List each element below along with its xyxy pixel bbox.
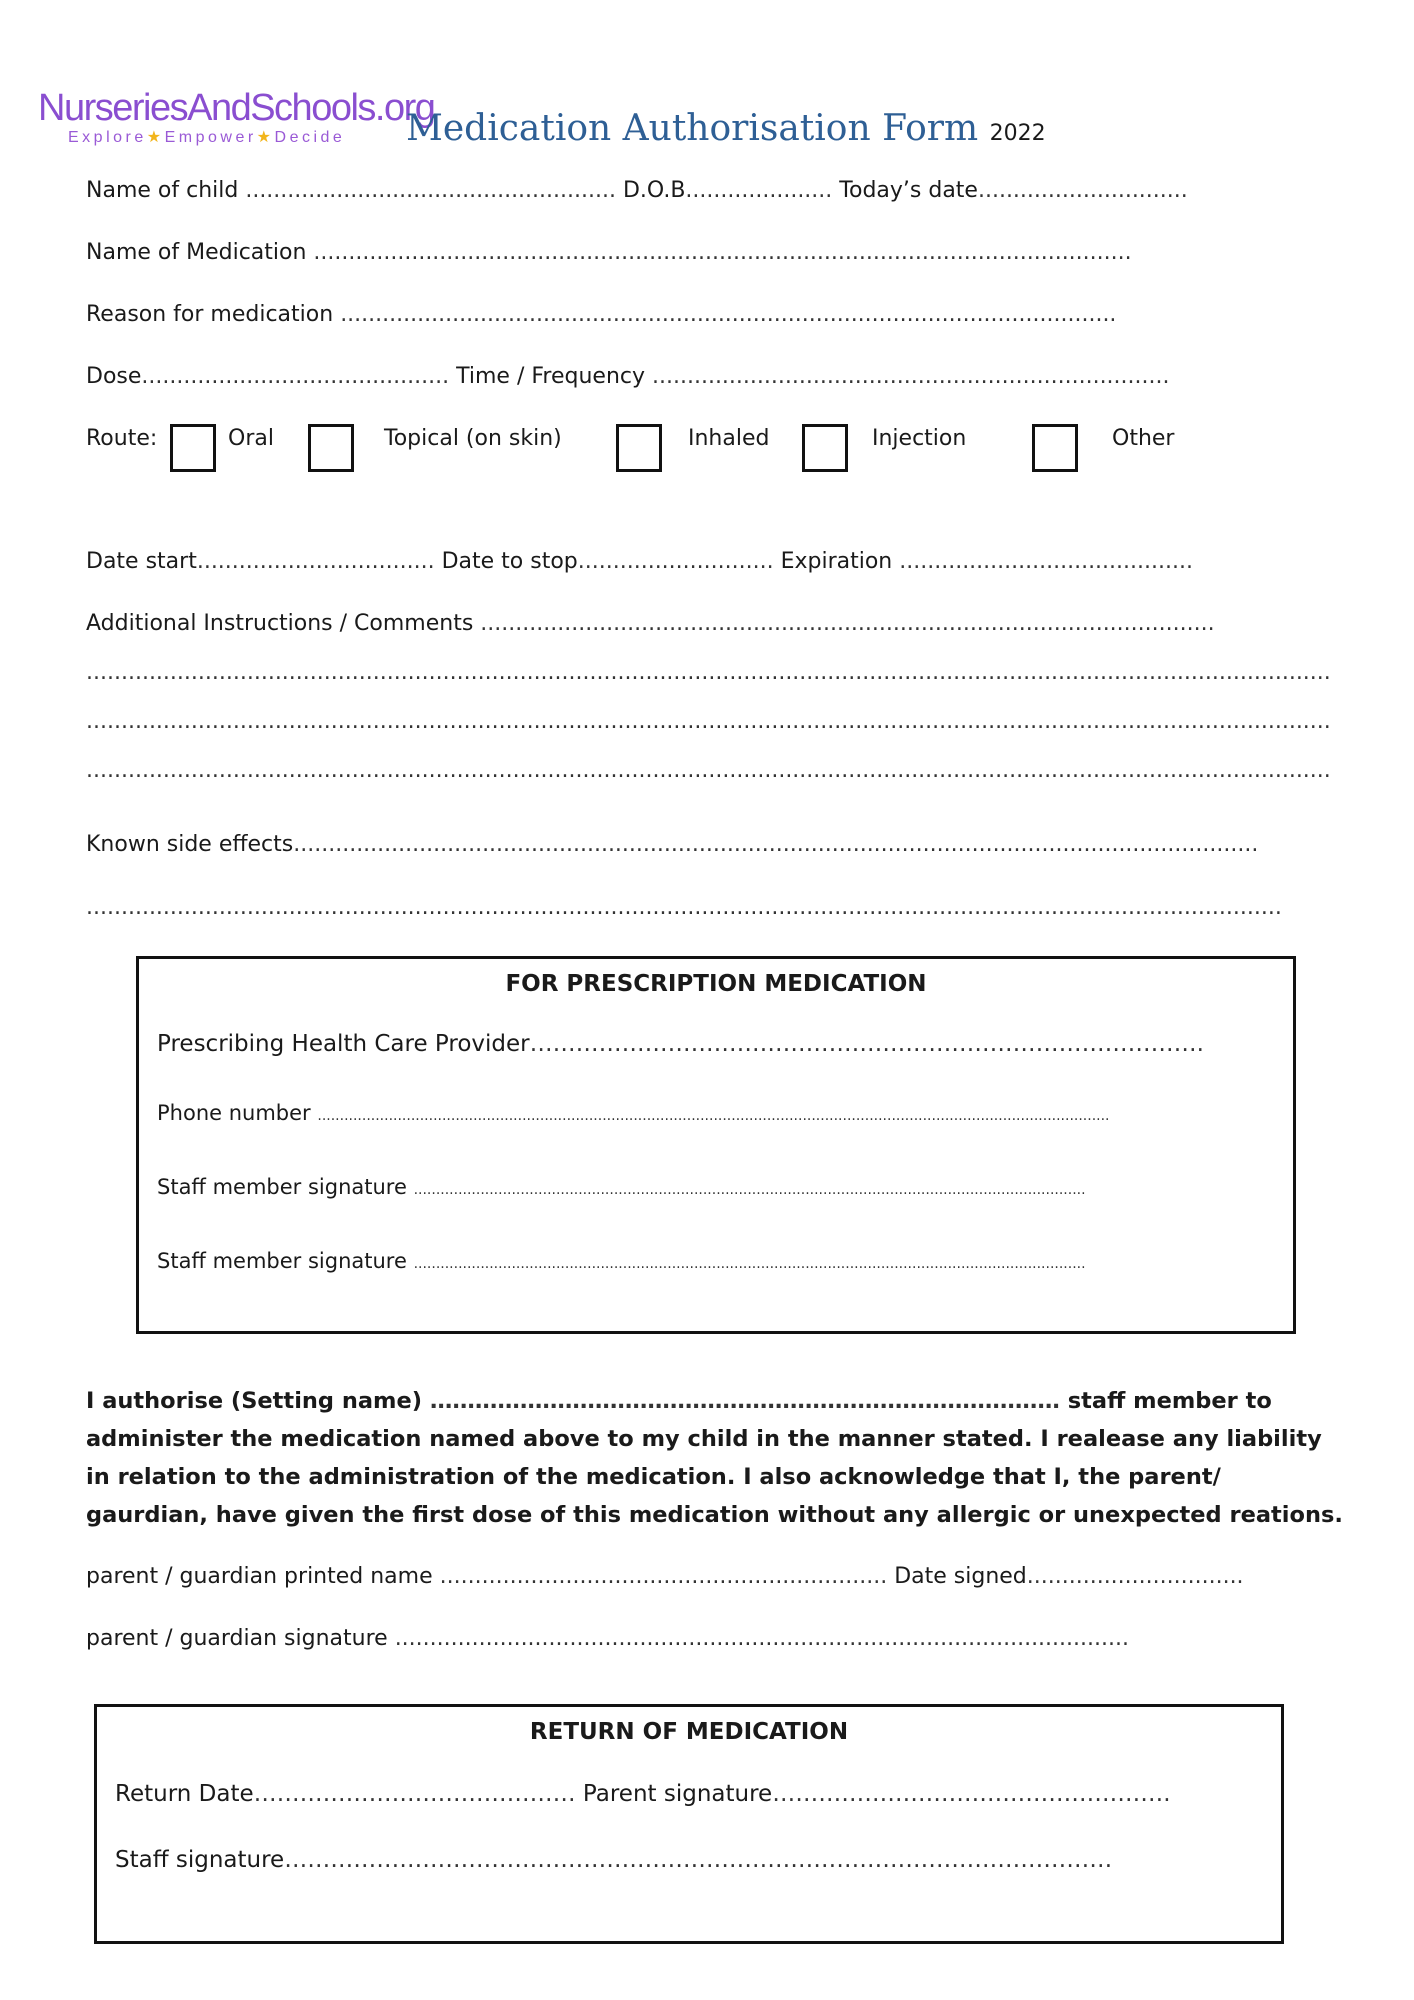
side-effects-line-2[interactable]: ........................................................................................................................................................................... — [86, 895, 1282, 920]
date-signed-field[interactable]: ............................... — [1026, 1564, 1244, 1589]
reason-field[interactable]: ............................................................................................................... — [340, 302, 1117, 327]
logo-text: NurseriesAndSchools.org — [38, 87, 435, 129]
staff-sig-2-field[interactable]: ....................................................................................................................................................... — [413, 1256, 1086, 1272]
row-additional — [86, 609, 1215, 639]
row-parent-name — [86, 1562, 1244, 1592]
form-title-text: Medication Authorisation Form — [406, 108, 979, 149]
date-to-stop-field[interactable]: ............................ — [577, 549, 781, 574]
authorise-prefix: I authorise (Setting name) — [86, 1388, 423, 1414]
row-return-date — [115, 1781, 1171, 1807]
dob-field[interactable]: ..................... — [685, 178, 840, 203]
return-parent-signature-field[interactable]: ……………………………………………. — [772, 1781, 1171, 1807]
name-of-medication-field[interactable]: ..................................................................................................................... — [313, 240, 1132, 265]
row-reason — [86, 300, 1116, 330]
prescription-box-title: FOR PRESCRIPTION MEDICATION — [505, 971, 927, 997]
staff-sig-1-field[interactable]: ....................................................................................................................................................... — [413, 1182, 1086, 1198]
dose-label: Dose — [86, 364, 142, 389]
expiration-label: Expiration — [780, 549, 893, 574]
parent-printed-name-label: parent / guardian printed name — [86, 1564, 433, 1589]
time-frequency-field[interactable]: .......................................................................... — [652, 364, 1170, 389]
prescription-box — [136, 956, 1296, 1334]
provider-label: Prescribing Health Care Provider — [157, 1031, 530, 1057]
return-staff-signature-field[interactable]: ……………………………………………………………………………………………… — [284, 1847, 1113, 1873]
date-signed-label: Date signed — [894, 1564, 1027, 1589]
logo-tagline — [68, 128, 388, 148]
row-parent-signature — [86, 1624, 1129, 1654]
additional-instructions-label: Additional Instructions / Comments — [86, 611, 474, 636]
expiration-field[interactable]: .......................................... — [899, 549, 1193, 574]
todays-date-field[interactable]: .............................. — [977, 178, 1188, 203]
return-box — [94, 1704, 1284, 1944]
additional-instructions-field[interactable]: ......................................................................................................... — [480, 611, 1215, 636]
authorise-text: staff member to administer the medication named above to my child in the manner stated. I realease any liability in relation to the administration of the medication. I also acknowledge that I, the parent/ gaurdian, have given the first dose of this medication without any allergic or unexpected reations. — [86, 1388, 1343, 1528]
side-effects-field[interactable]: .......................................................................................................................................... — [293, 832, 1259, 857]
row-staff-sig-2 — [157, 1249, 1086, 1273]
checkbox-inhaled[interactable] — [616, 424, 662, 472]
date-start-label: Date start — [86, 549, 197, 574]
row-dose — [86, 362, 1170, 392]
name-of-child-field[interactable]: ..................................................... — [245, 178, 623, 203]
parent-printed-name-field[interactable]: ................................................................ — [439, 1564, 895, 1589]
authorisation-paragraph — [86, 1382, 1346, 1534]
name-of-child-label: Name of child — [86, 178, 239, 203]
side-effects-label: Known side effects — [86, 832, 294, 857]
logo-tagline-explore: Explore — [68, 129, 147, 146]
star-icon: ★ — [256, 129, 275, 146]
checkbox-topical[interactable] — [308, 424, 354, 472]
staff-sig-2-label: Staff member signature — [157, 1249, 407, 1273]
additional-line-2[interactable]: .................................................................................................................................................................................. — [86, 709, 1331, 734]
row-return-staff — [115, 1847, 1112, 1873]
return-box-title: RETURN OF MEDICATION — [529, 1719, 849, 1745]
date-to-stop-label: Date to stop — [441, 549, 578, 574]
return-date-field[interactable]: …………………………………… — [253, 1781, 583, 1807]
option-other-label: Other — [1112, 426, 1175, 451]
name-of-medication-label: Name of Medication — [86, 240, 307, 265]
additional-line-3[interactable]: .................................................................................................................................................................................. — [86, 758, 1331, 783]
dose-field[interactable]: ............................................ — [141, 364, 457, 389]
provider-field[interactable]: ……………………………………………………………………………. — [529, 1031, 1204, 1057]
row-dates — [86, 547, 1193, 577]
return-date-label: Return Date — [115, 1781, 254, 1807]
phone-field[interactable]: .................................................................................................................................................................................. — [317, 1108, 1110, 1124]
checkbox-oral[interactable] — [170, 424, 216, 472]
logo — [38, 87, 435, 154]
star-icon: ★ — [146, 129, 165, 146]
return-parent-signature-label: Parent signature — [582, 1781, 773, 1807]
setting-name-field[interactable]: ………………………………………………………………………… — [429, 1388, 1068, 1414]
row-provider — [157, 1031, 1204, 1057]
staff-sig-1-label: Staff member signature — [157, 1175, 407, 1199]
dob-label: D.O.B — [622, 178, 686, 203]
todays-date-label: Today’s date — [839, 178, 978, 203]
option-inhaled-label: Inhaled — [688, 426, 770, 451]
parent-signature-field[interactable]: ......................................................................................................... — [394, 1626, 1129, 1651]
option-topical-label: Topical (on skin) — [384, 426, 562, 451]
option-injection-label: Injection — [872, 426, 967, 451]
row-side-effects — [86, 830, 1258, 860]
route-label: Route: — [86, 426, 158, 451]
form-year: 2022 — [989, 121, 1046, 146]
row-phone — [157, 1101, 1110, 1125]
logo-tagline-decide: Decide — [274, 129, 346, 146]
checkbox-other[interactable] — [1032, 424, 1078, 472]
reason-label: Reason for medication — [86, 302, 334, 327]
phone-label: Phone number — [157, 1101, 311, 1125]
row-medication-name — [86, 238, 1132, 268]
page-title — [406, 108, 1046, 149]
time-frequency-label: Time / Frequency — [456, 364, 645, 389]
checkbox-injection[interactable] — [802, 424, 848, 472]
row-child-details — [86, 176, 1188, 206]
row-staff-sig-1 — [157, 1175, 1086, 1199]
date-start-field[interactable]: .................................. — [196, 549, 442, 574]
logo-tagline-empower: Empower — [164, 129, 257, 146]
additional-line-1[interactable]: .................................................................................................................................................................................. — [86, 660, 1331, 685]
parent-signature-label: parent / guardian signature — [86, 1626, 388, 1651]
option-oral-label: Oral — [228, 426, 274, 451]
return-staff-signature-label: Staff signature — [115, 1847, 285, 1873]
